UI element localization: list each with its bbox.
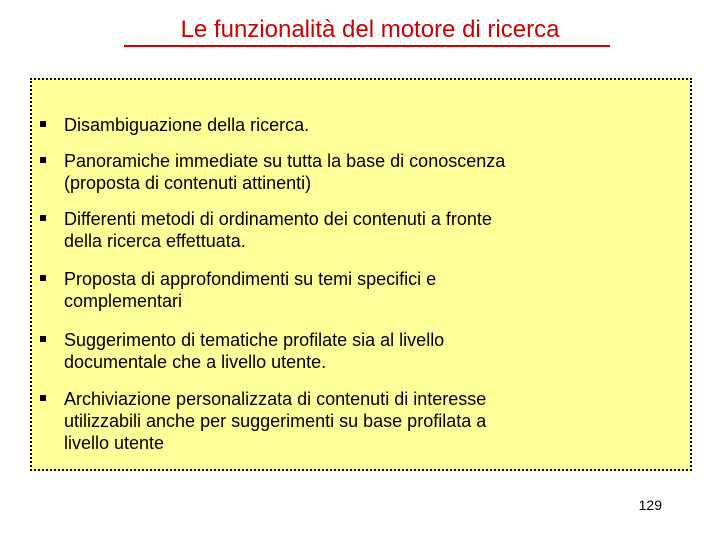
bullet-text: Disambiguazione della ricerca.	[64, 115, 310, 135]
square-bullet-icon	[40, 157, 46, 163]
square-bullet-icon	[40, 275, 46, 281]
square-bullet-icon	[40, 121, 46, 127]
bullet-text: Suggerimento di tematiche profilate sia al livello documentale che a livello utente.	[64, 330, 445, 372]
content-box	[30, 78, 692, 471]
bullet-text: Proposta di approfondimenti su temi specifici e complementari	[64, 269, 437, 311]
bullet-item	[40, 329, 680, 373]
bullet-item	[40, 114, 680, 136]
page-number: 129	[638, 497, 662, 513]
bullet-item	[40, 150, 680, 194]
bullet-text: Panoramiche immediate su tutta la base di conoscenza (proposta di contenuti attinenti)	[64, 151, 506, 193]
title-underline	[124, 45, 610, 47]
square-bullet-icon	[40, 215, 46, 221]
square-bullet-icon	[40, 336, 46, 342]
bullet-item	[40, 388, 680, 454]
bullet-item	[40, 208, 680, 252]
bullet-text: Archiviazione personalizzata di contenuti di interesse utilizzabili anche per suggerimenti su base profilata a livello utente	[64, 389, 487, 453]
bullet-text: Differenti metodi di ordinamento dei contenuti a fronte della ricerca effettuata.	[64, 209, 492, 251]
square-bullet-icon	[40, 395, 46, 401]
slide-title: Le funzionalità del motore di ricerca	[180, 16, 560, 43]
bullet-item	[40, 268, 680, 312]
